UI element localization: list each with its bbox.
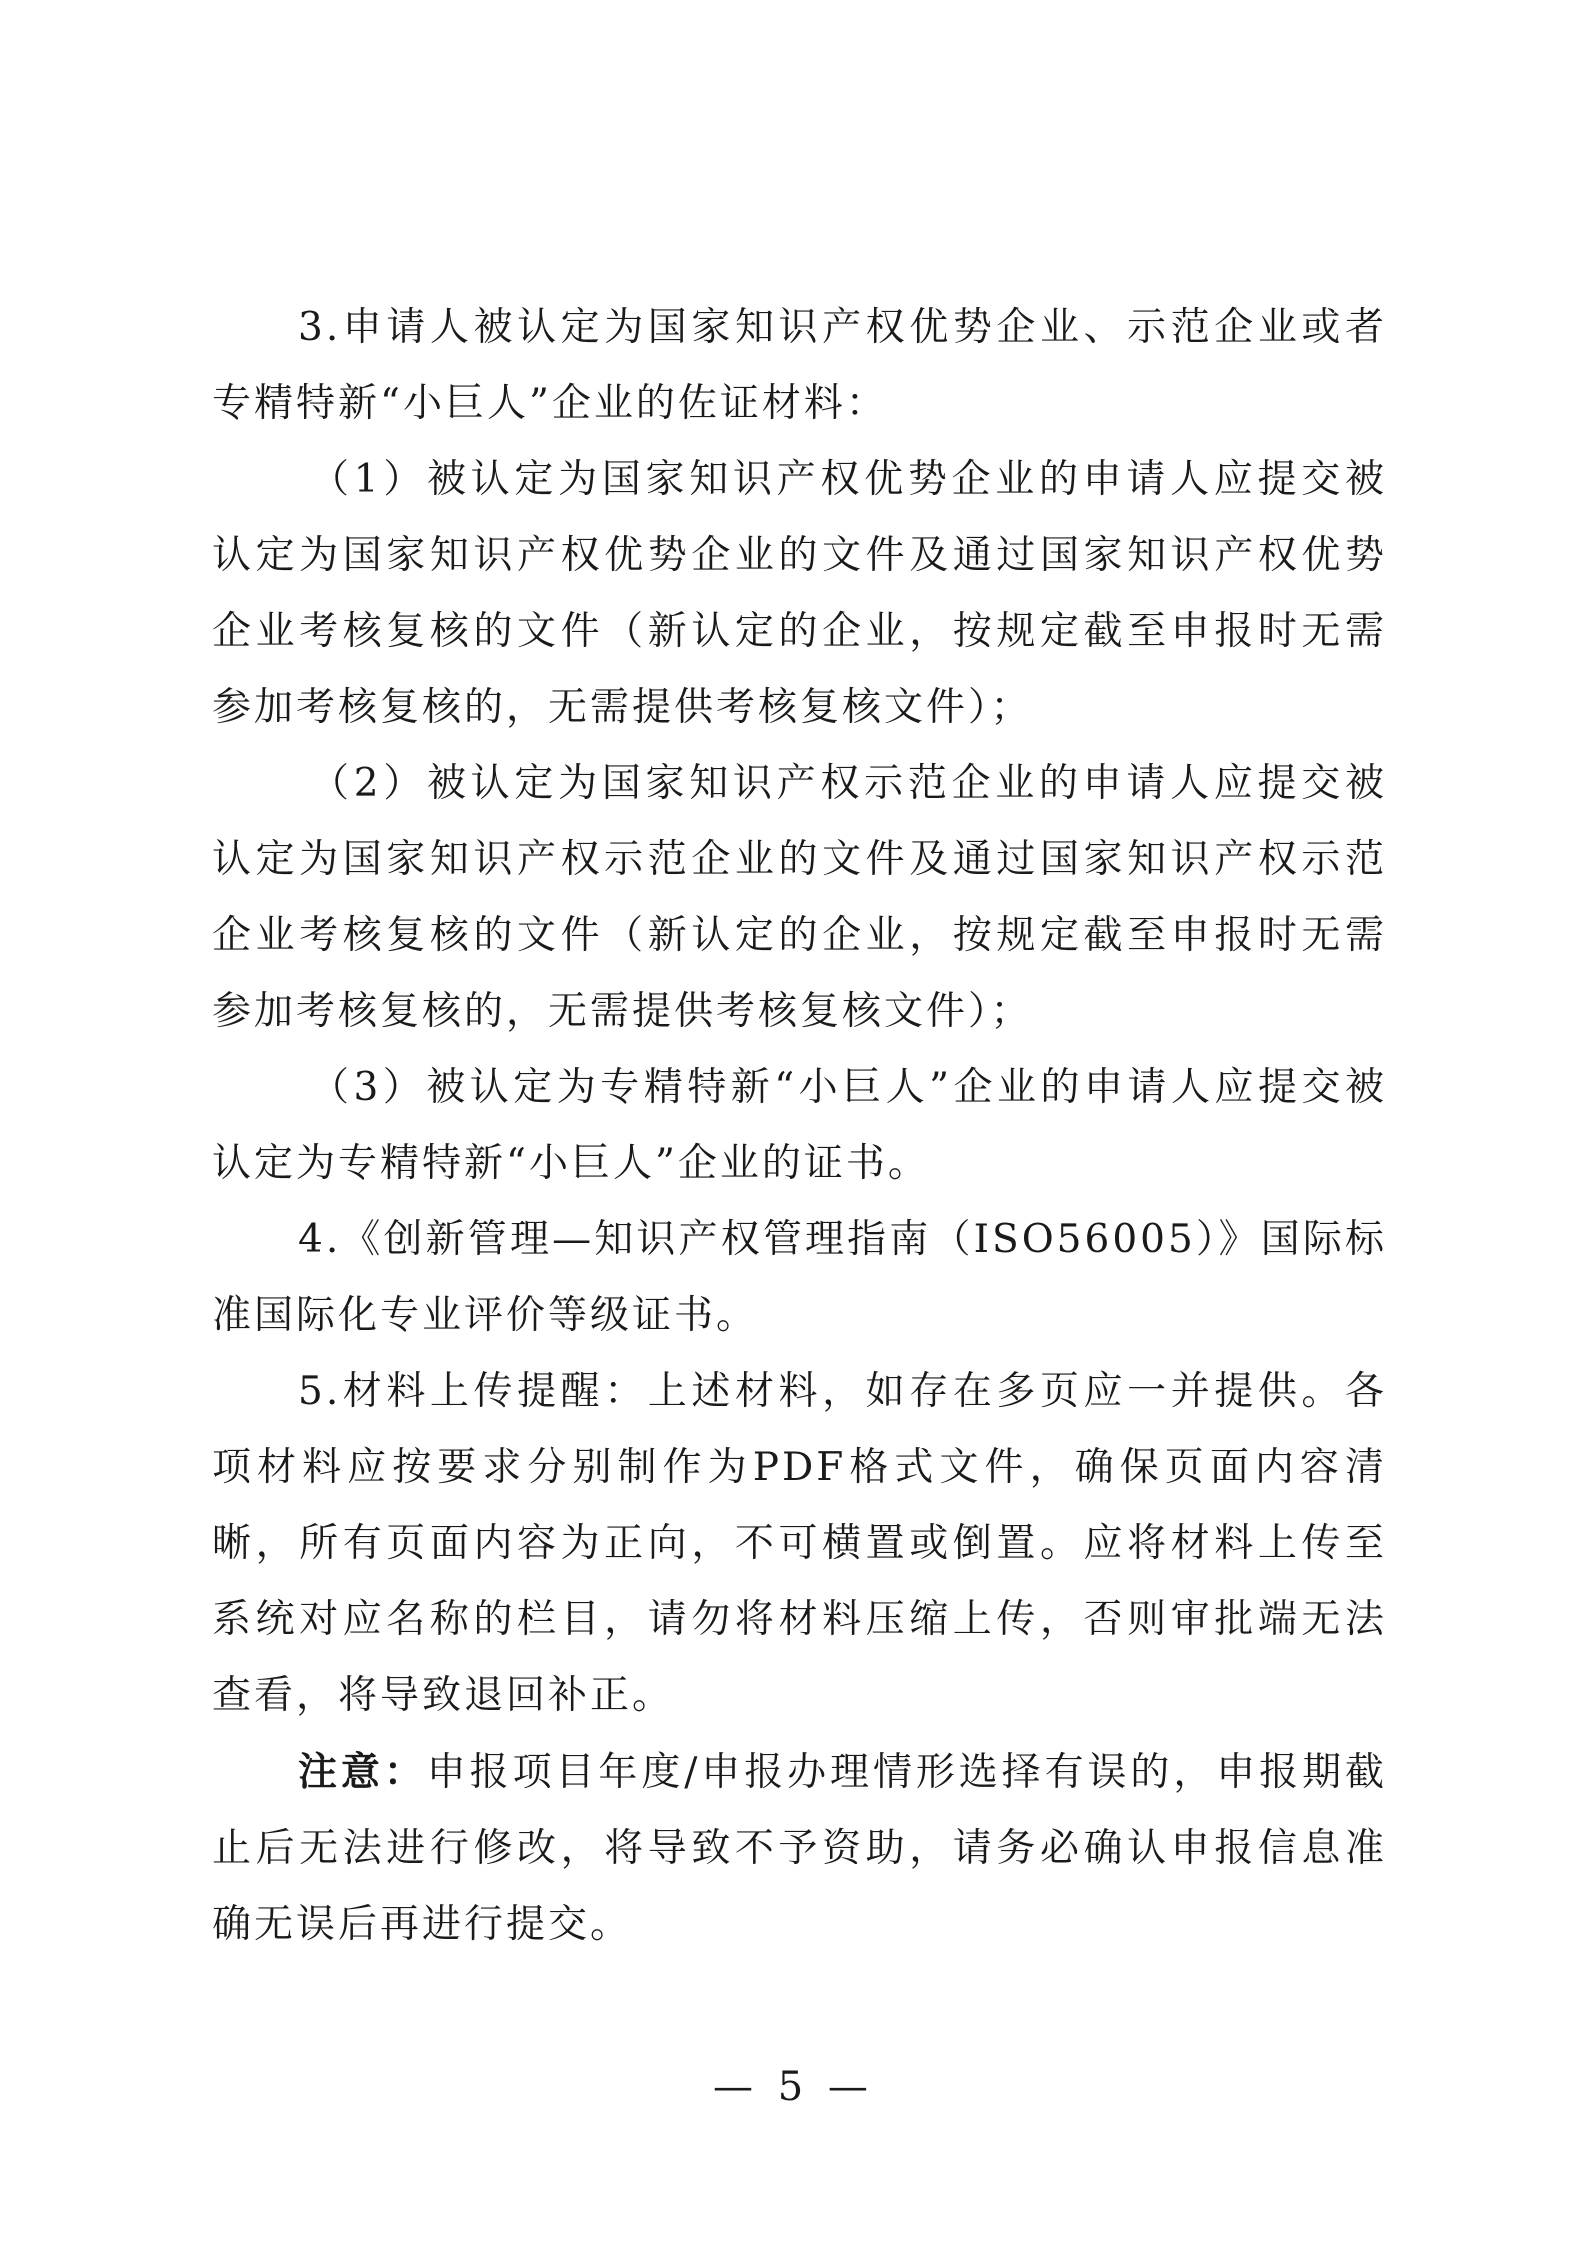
note-text: 申报项目年度/申报办理情形选择有误的，申报期截止后无法进行修改，将导致不予资助，请务必确认申报信息准确无误后再进行提交。 [212, 1750, 1387, 1947]
note-label: 注意： [298, 1749, 427, 1795]
paragraph-item-3: 3.申请人被认定为国家知识产权优势企业、示范企业或者专精特新“小巨人”企业的佐证材料： [212, 305, 1387, 426]
paragraph-item-3-1: （1）被认定为国家知识产权优势企业的申请人应提交被认定为国家知识产权优势企业的文件及通过国家知识产权优势企业考核复核的文件（新认定的企业，按规定截至申报时无需参加考核复核的，无需提供考核复核文件）； [212, 457, 1387, 730]
paragraph-item-3-3: （3）被认定为专精特新“小巨人”企业的申请人应提交被认定为专精特新“小巨人”企业的证书。 [212, 1065, 1387, 1186]
paragraph-item-3-2: （2）被认定为国家知识产权示范企业的申请人应提交被认定为国家知识产权示范企业的文件及通过国家知识产权示范企业考核复核的文件（新认定的企业，按规定截至申报时无需参加考核复核的，无需提供考核复核文件）； [212, 761, 1387, 1034]
paragraph-item-5: 5.材料上传提醒：上述材料，如存在多页应一并提供。各项材料应按要求分别制作为PDF格式文件，确保页面内容清晰，所有页面内容为正向，不可横置或倒置。应将材料上传至系统对应名称的栏目，请勿将材料压缩上传，否则审批端无法查看，将导致退回补正。 [212, 1369, 1387, 1718]
paragraph-item-4: 4.《创新管理—知识产权管理指南（ISO56005）》国际标准国际化专业评价等级证书。 [212, 1217, 1387, 1338]
paragraph-note [212, 1734, 1387, 1963]
page-number: — 5 — [713, 2064, 874, 2110]
document-body [212, 290, 1387, 1963]
